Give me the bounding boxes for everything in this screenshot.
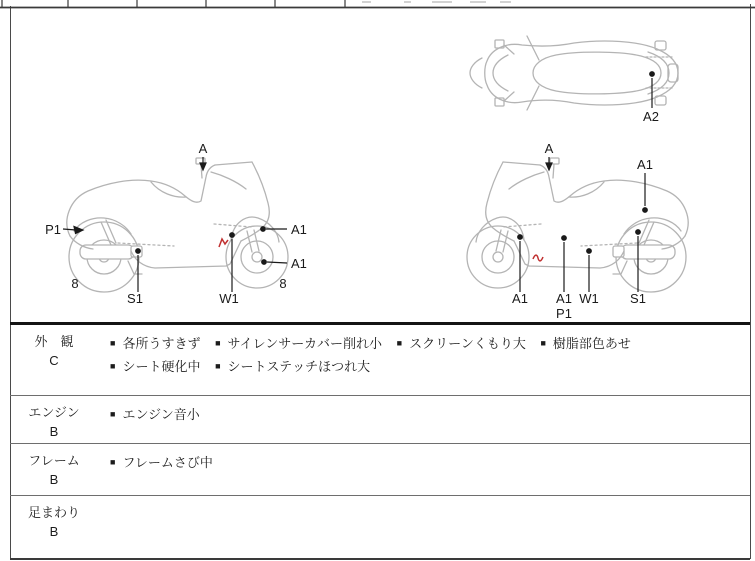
grade-row-exterior	[10, 325, 750, 395]
remark-item: ■ エンジン音小	[110, 407, 200, 422]
stand	[128, 261, 142, 274]
section-label: フレーム	[28, 453, 80, 468]
body-outline	[67, 165, 215, 236]
bullet-icon: ■	[110, 457, 116, 467]
scooter-left-side-view	[67, 158, 288, 292]
scooter-top-view	[470, 36, 678, 110]
remark-item: ■ 樹脂部色あせ	[540, 336, 631, 351]
scooter-right-side-view	[467, 158, 688, 292]
annotation-leaders	[63, 72, 654, 292]
seat-seam	[151, 182, 186, 197]
remark-item: ■ 各所うすきず	[110, 336, 201, 351]
bullet-icon: ■	[215, 361, 221, 371]
label-w1-right: W1	[579, 291, 599, 306]
label-p1-right: P1	[556, 306, 572, 321]
label-a1-lower: A1	[291, 256, 307, 271]
label-a-right: A	[544, 141, 554, 156]
remark-item: ■ フレームさび中	[110, 455, 213, 470]
label-a1-front: A1	[512, 291, 528, 306]
windscreen-top	[215, 162, 252, 165]
bullet-icon: ■	[215, 338, 221, 348]
bullet-icon: ■	[110, 338, 116, 348]
rear-indicator	[655, 96, 666, 105]
front-fender	[231, 217, 279, 242]
panel-dotted-lines	[118, 224, 252, 246]
front-wheel-top	[470, 58, 482, 88]
floorboard	[131, 241, 241, 268]
remarks	[98, 496, 750, 558]
section-label: 外 観	[34, 334, 74, 349]
rear-fender	[74, 218, 131, 234]
section-grade: B	[49, 524, 59, 539]
label-a2-top: A2	[643, 109, 659, 124]
cropped-header-row	[0, 0, 755, 8]
bullet-icon: ■	[396, 338, 403, 348]
handlebar	[527, 36, 539, 110]
remarks	[98, 444, 750, 495]
defect-marks	[219, 239, 543, 261]
seat-top	[533, 52, 661, 94]
remark-item: ■ スクリーンくもり大	[396, 336, 526, 351]
remarks	[98, 325, 750, 395]
section-grade: B	[49, 472, 59, 487]
sheet-right-border	[750, 4, 751, 559]
section-label: 足まわり	[27, 505, 80, 520]
mirror-right	[495, 98, 504, 106]
grade-row-engine	[10, 395, 750, 443]
grade-row-undercarriage	[10, 495, 750, 558]
remark-item: ■ シートステッチほつれ大	[215, 359, 371, 374]
grade-table	[10, 322, 750, 560]
rear-indicator	[655, 41, 666, 50]
defect-mark-right	[533, 255, 543, 261]
defect-mark-left	[219, 239, 228, 247]
muffler	[80, 245, 134, 259]
remarks	[98, 396, 750, 443]
label-a1-rear: A1	[637, 157, 653, 172]
bullet-icon: ■	[540, 338, 546, 348]
label-s1-right: S1	[630, 291, 646, 306]
grade-row-frame	[10, 443, 750, 495]
section-label: エンジン	[28, 405, 80, 420]
annotation-labels	[45, 109, 659, 321]
label-p1-left: P1	[45, 222, 61, 237]
remark-item: ■ シート硬化中	[110, 359, 201, 374]
label-tread-front: 8	[279, 276, 287, 291]
mirror	[196, 158, 205, 164]
bullet-icon: ■	[110, 361, 116, 371]
label-a1-upper: A1	[291, 222, 307, 237]
label-a1-mid: A1	[556, 291, 572, 306]
bullet-icon: ■	[110, 409, 116, 419]
tail-light	[668, 64, 678, 82]
section-grade: C	[49, 353, 59, 368]
rear-shock	[101, 220, 116, 245]
section-grade: B	[49, 424, 59, 439]
label-tread-rear: 8	[71, 276, 79, 291]
label-s1-left: S1	[127, 291, 143, 306]
front-fork	[247, 230, 259, 252]
mirror-left	[495, 40, 504, 48]
label-a-left: A	[198, 141, 208, 156]
top-body-outline	[485, 41, 678, 105]
remark-item: ■ サイレンサーカバー削れ小	[215, 336, 383, 351]
front-face	[241, 162, 269, 241]
label-w1-left: W1	[219, 291, 239, 306]
